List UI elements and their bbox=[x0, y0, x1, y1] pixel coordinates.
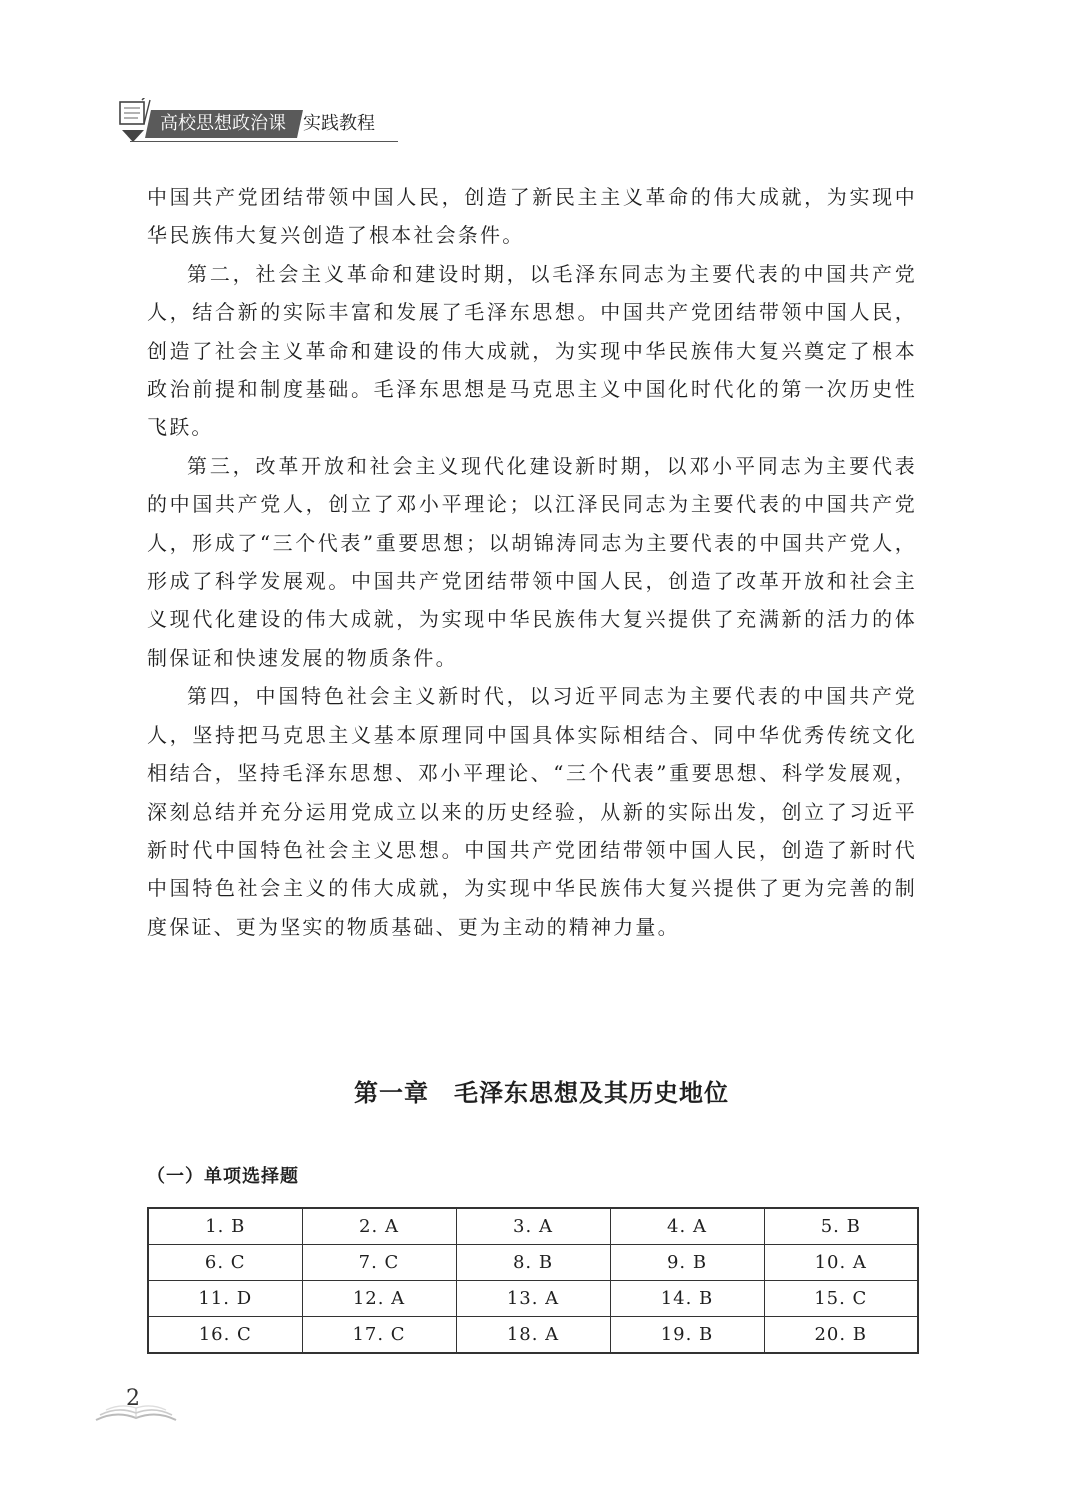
answer-cell: 6. C bbox=[148, 1245, 302, 1281]
answer-cell: 13. A bbox=[456, 1281, 610, 1317]
header-subtitle: 实践教程 bbox=[303, 113, 375, 134]
answer-cell: 14. B bbox=[610, 1281, 764, 1317]
answer-cell: 19. B bbox=[610, 1317, 764, 1354]
page-number: 2 bbox=[126, 1386, 140, 1411]
answer-cell: 20. B bbox=[764, 1317, 918, 1354]
paragraph: 第三，改革开放和社会主义现代化建设新时期，以邓小平同志为主要代表的中国共产党人，创立了邓小平理论；以江泽民同志为主要代表的中国共产党人，形成了“三个代表”重要思想；以胡锦涛同志为主要代表的中国共产党人，形成了科学发展观。中国共产党团结带领中国人民，创造了改革开放和社会主义现代化建设的伟大成就，为实现中华民族伟大复兴提供了充满新的活力的体制保证和快速发展的物质条件。 bbox=[147, 453, 917, 670]
header-rule bbox=[130, 141, 398, 142]
page-footer bbox=[94, 1386, 178, 1426]
table-row bbox=[148, 1208, 918, 1245]
answer-cell: 2. A bbox=[302, 1208, 456, 1245]
series-title: 高校思想政治课 bbox=[160, 113, 286, 134]
paragraph: 中国共产党团结带领中国人民，创造了新民主主义革命的伟大成就，为实现中华民族伟大复兴创造了根本社会条件。 bbox=[147, 185, 917, 248]
table-row bbox=[148, 1245, 918, 1281]
answer-cell: 9. B bbox=[610, 1245, 764, 1281]
paragraph: 第四，中国特色社会主义新时代，以习近平同志为主要代表的中国共产党人，坚持把马克思主义基本原理同中国具体实际相结合、同中华优秀传统文化相结合，坚持毛泽东思想、邓小平理论、“三个代表”重要思想、科学发展观，深刻总结并充分运用党成立以来的历史经验，从新的实际出发，创立了习近平新时代中国特色社会主义思想。中国共产党团结带领中国人民，创造了新时代中国特色社会主义的伟大成就，为实现中华民族伟大复兴提供了更为完善的制度保证、更为坚实的物质基础、更为主动的精神力量。 bbox=[147, 684, 917, 939]
body-text bbox=[147, 178, 917, 946]
chapter-title: 第一章 毛泽东思想及其历史地位 bbox=[354, 1078, 729, 1107]
answer-cell: 8. B bbox=[456, 1245, 610, 1281]
answer-table bbox=[147, 1207, 919, 1354]
answer-cell: 16. C bbox=[148, 1317, 302, 1354]
answer-cell: 18. A bbox=[456, 1317, 610, 1354]
answer-cell: 11. D bbox=[148, 1281, 302, 1317]
table-row bbox=[148, 1281, 918, 1317]
answer-cell: 1. B bbox=[148, 1208, 302, 1245]
answer-cell: 7. C bbox=[302, 1245, 456, 1281]
series-title-band bbox=[145, 110, 303, 138]
table-row bbox=[148, 1317, 918, 1354]
answer-cell: 5. B bbox=[764, 1208, 918, 1245]
paragraph: 第二，社会主义革命和建设时期，以毛泽东同志为主要代表的中国共产党人，结合新的实际丰富和发展了毛泽东思想。中国共产党团结带领中国人民，创造了社会主义革命和建设的伟大成就，为实现中华民族伟大复兴奠定了根本政治前提和制度基础。毛泽东思想是马克思主义中国化时代化的第一次历史性飞跃。 bbox=[147, 261, 917, 440]
answer-cell: 10. A bbox=[764, 1245, 918, 1281]
section-label: （一）单项选择题 bbox=[147, 1166, 299, 1187]
answer-cell: 12. A bbox=[302, 1281, 456, 1317]
answer-cell: 4. A bbox=[610, 1208, 764, 1245]
answer-cell: 3. A bbox=[456, 1208, 610, 1245]
answer-cell: 15. C bbox=[764, 1281, 918, 1317]
answer-cell: 17. C bbox=[302, 1317, 456, 1354]
open-book-icon bbox=[94, 1402, 178, 1424]
